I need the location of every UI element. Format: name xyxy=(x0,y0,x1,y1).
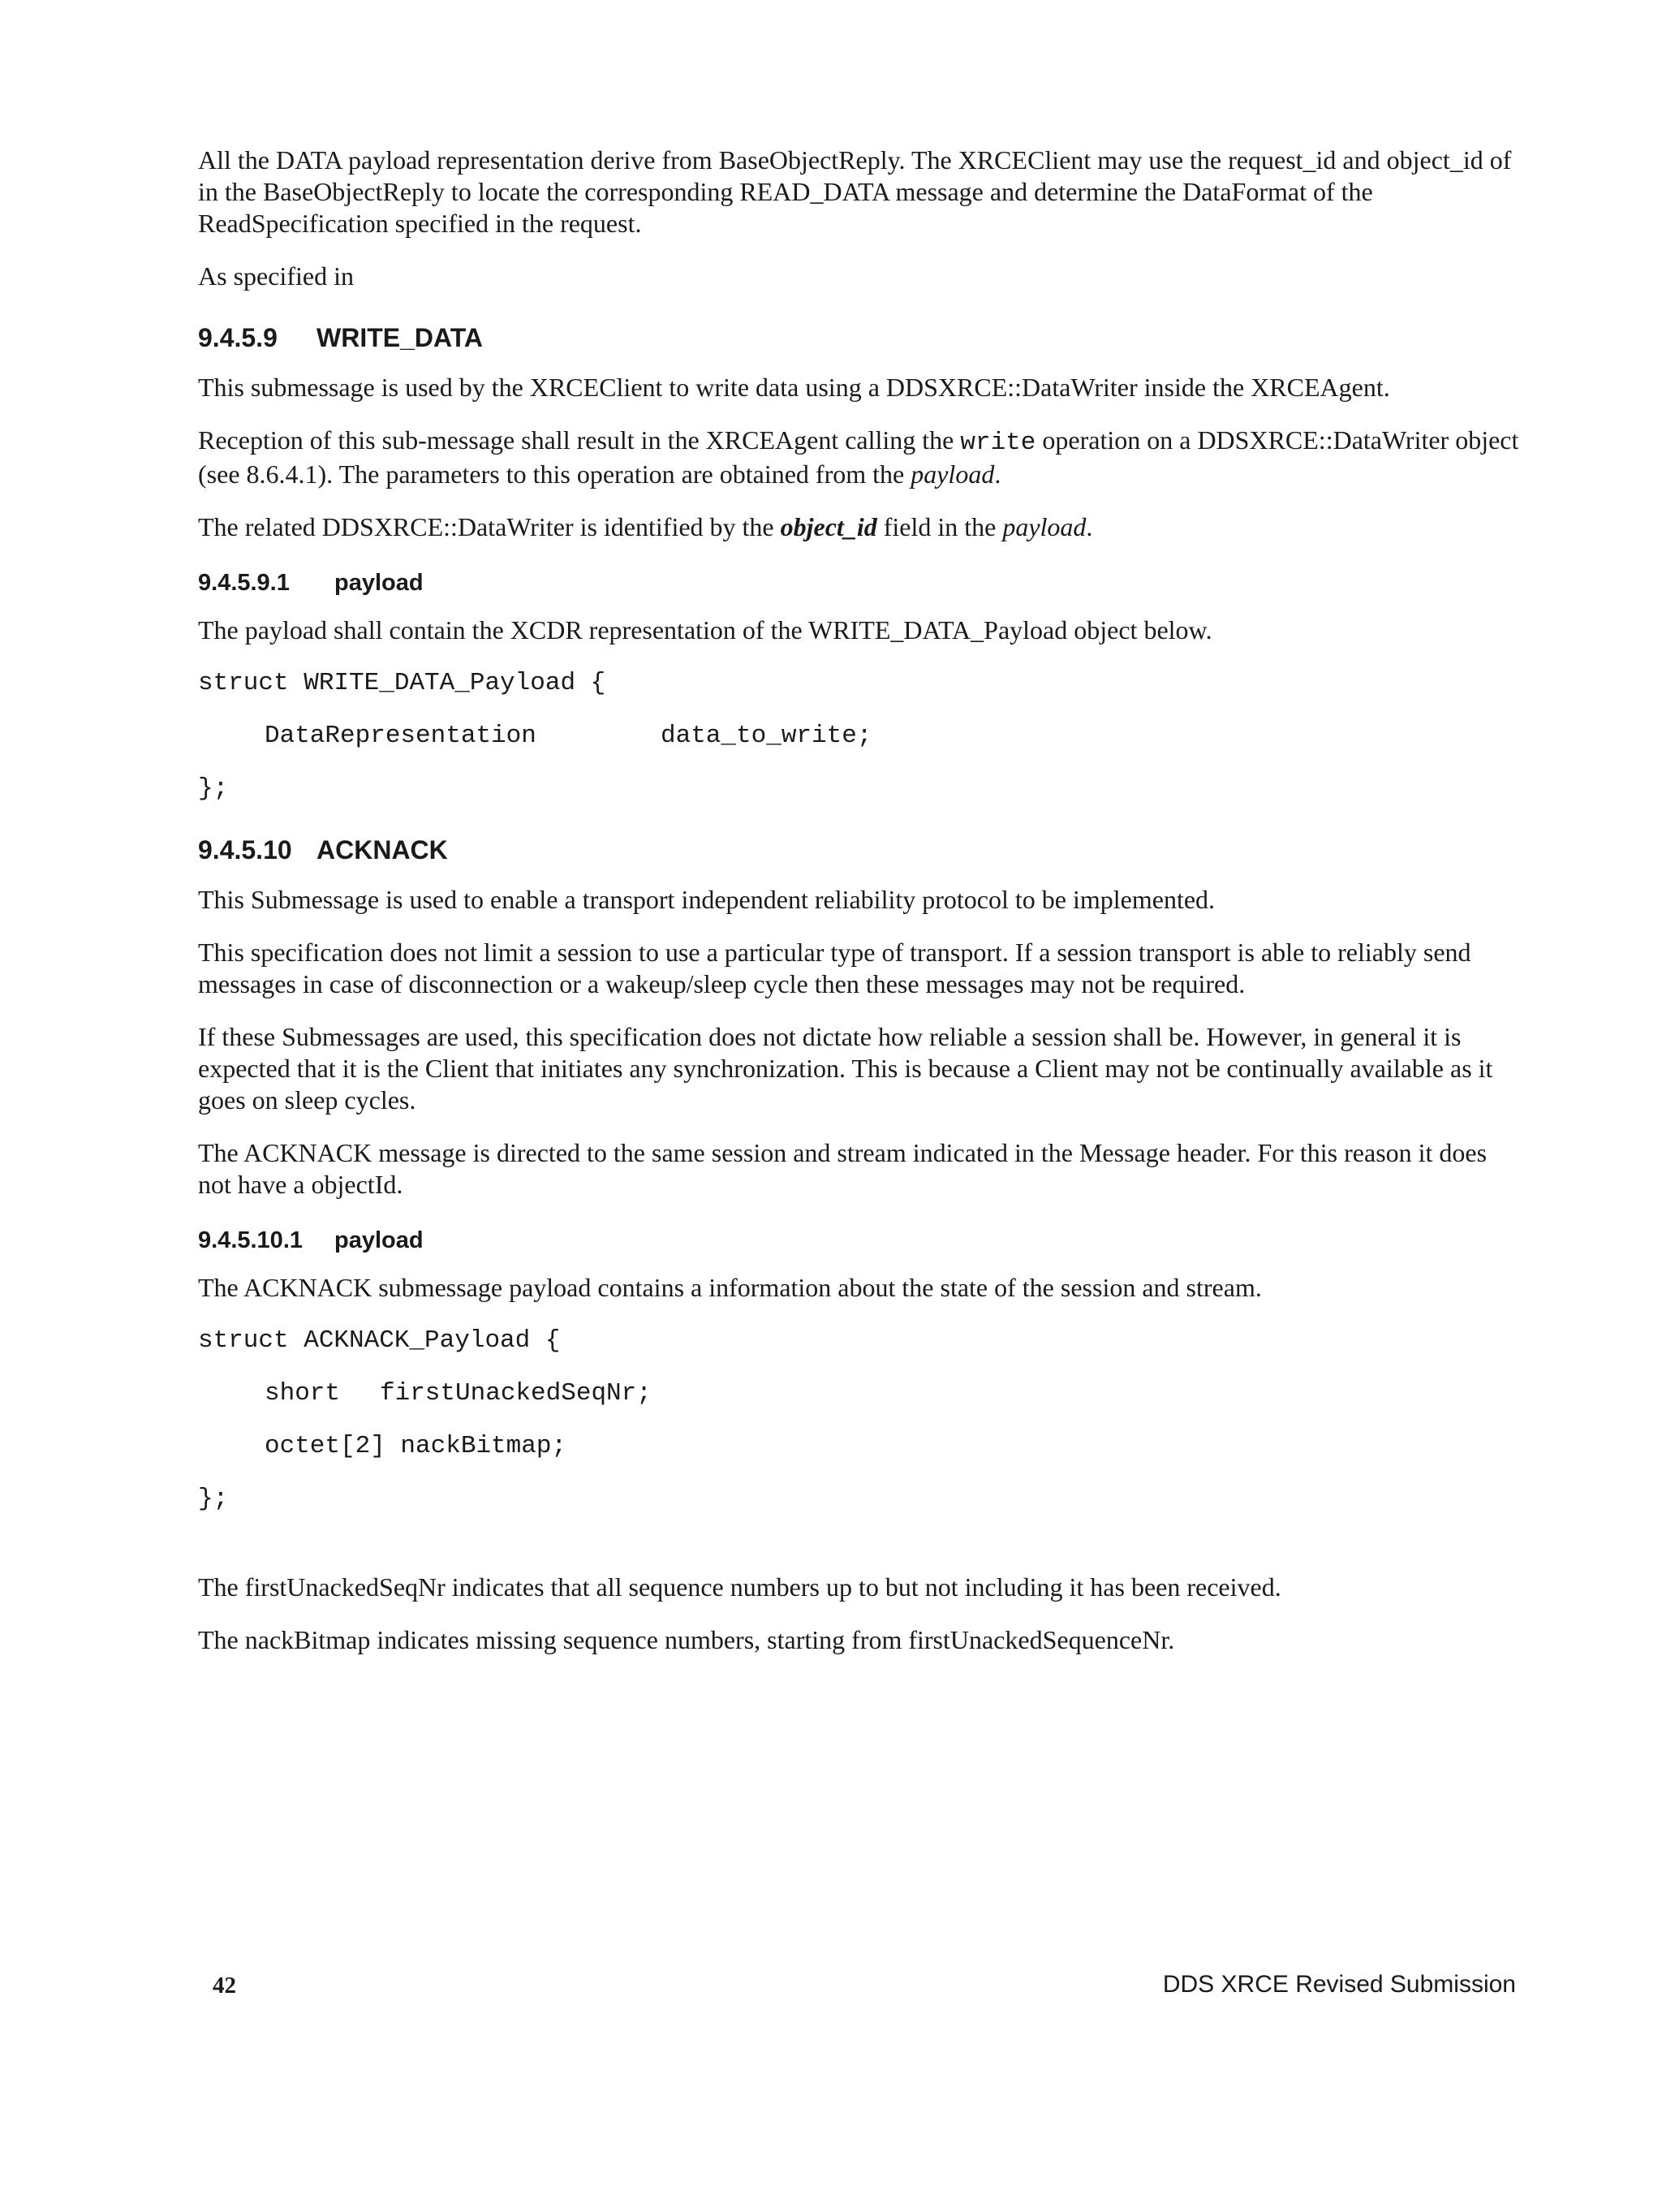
page-number: 42 xyxy=(213,1973,236,1999)
code-field-line-2: octet[2] nackBitmap; xyxy=(265,1432,567,1460)
write-data-paragraph-3: The related DDSXRCE::DataWriter is identified by the object_id field in the payload. xyxy=(198,512,1093,541)
subsection-heading-acknack-payload xyxy=(198,1225,1521,1256)
intro-paragraph: All the DATA payload representation derive from BaseObjectReply. The XRCEClient may use the request_id and object_id of in the BaseObjectReply to locate the corresponding READ_DATA message and determine the DataFormat of the ReadSpecification specified in the request. xyxy=(198,145,1512,238)
section-title: ACKNACK xyxy=(316,835,448,865)
intro-as-specified: As specified in xyxy=(198,261,354,291)
code-struct-open: struct ACKNACK_Payload { xyxy=(198,1326,561,1355)
subsection-heading-write-data-payload xyxy=(198,567,1521,598)
section-number: 9.4.5.9 xyxy=(198,323,278,352)
page-content xyxy=(198,144,1521,1677)
object-id-term: object_id xyxy=(780,512,877,541)
subsection-title: payload xyxy=(334,1227,424,1253)
write-data-paragraph-2: Reception of this sub-message shall result in the XRCEAgent calling the write operation on a DDSXRCE::DataWriter object (see 8.6.4.1). The parameters to this operation are obtained from the payload. xyxy=(198,425,1519,489)
write-data-payload-paragraph: The payload shall contain the XCDR representation of the WRITE_DATA_Payload object below. xyxy=(198,615,1212,645)
code-struct-close: }; xyxy=(198,1485,229,1513)
acknack-payload-paragraph: The ACKNACK submessage payload contains a information about the state of the session and stream. xyxy=(198,1273,1262,1302)
acknack-paragraph-2: This specification does not limit a session to use a particular type of transport. If a session transport is able to reliably send messages in case of disconnection or a wakeup/sleep cycle then these messages may not be required. xyxy=(198,938,1471,998)
write-data-paragraph-1: This submessage is used by the XRCEClient to write data using a DDSXRCE::DataWriter inside the XRCEAgent. xyxy=(198,373,1390,402)
acknack-paragraph-6: The nackBitmap indicates missing sequence numbers, starting from firstUnackedSequenceNr. xyxy=(198,1625,1175,1654)
code-field-line-1 xyxy=(198,1378,1521,1409)
code-field-line xyxy=(198,720,1521,752)
inline-code-write: write xyxy=(960,429,1036,457)
section-number: 9.4.5.10 xyxy=(198,835,292,865)
acknack-paragraph-1: This Submessage is used to enable a transport independent reliability protocol to be implemented. xyxy=(198,885,1216,914)
subsection-title: payload xyxy=(334,570,424,596)
code-struct-close: }; xyxy=(198,774,229,803)
code-field-name: firstUnackedSeqNr; xyxy=(380,1379,652,1408)
section-heading-acknack xyxy=(198,834,1521,866)
code-struct-open: struct WRITE_DATA_Payload { xyxy=(198,669,606,697)
section-heading-write-data xyxy=(198,321,1521,354)
code-field-type: short xyxy=(265,1379,341,1408)
acknack-paragraph-4: The ACKNACK message is directed to the same session and stream indicated in the Message header. For this reason it does not have a objectId. xyxy=(198,1138,1488,1199)
code-field-name: data_to_write; xyxy=(661,722,872,750)
code-field-type: DataRepresentation xyxy=(265,722,536,750)
acknack-paragraph-5: The firstUnackedSeqNr indicates that all sequence numbers up to but not including it has been received. xyxy=(198,1572,1281,1602)
section-title: WRITE_DATA xyxy=(316,323,484,352)
subsection-number: 9.4.5.10.1 xyxy=(198,1227,303,1253)
document-title: DDS XRCE Revised Submission xyxy=(1162,1971,1516,1998)
acknack-paragraph-3: If these Submessages are used, this specification does not dictate how reliable a session shall be. However, in general it is expected that it is the Client that initiates any synchronization. This is because a Client may not be continually available as it goes on sleep cycles. xyxy=(198,1022,1493,1115)
subsection-number: 9.4.5.9.1 xyxy=(198,570,290,596)
